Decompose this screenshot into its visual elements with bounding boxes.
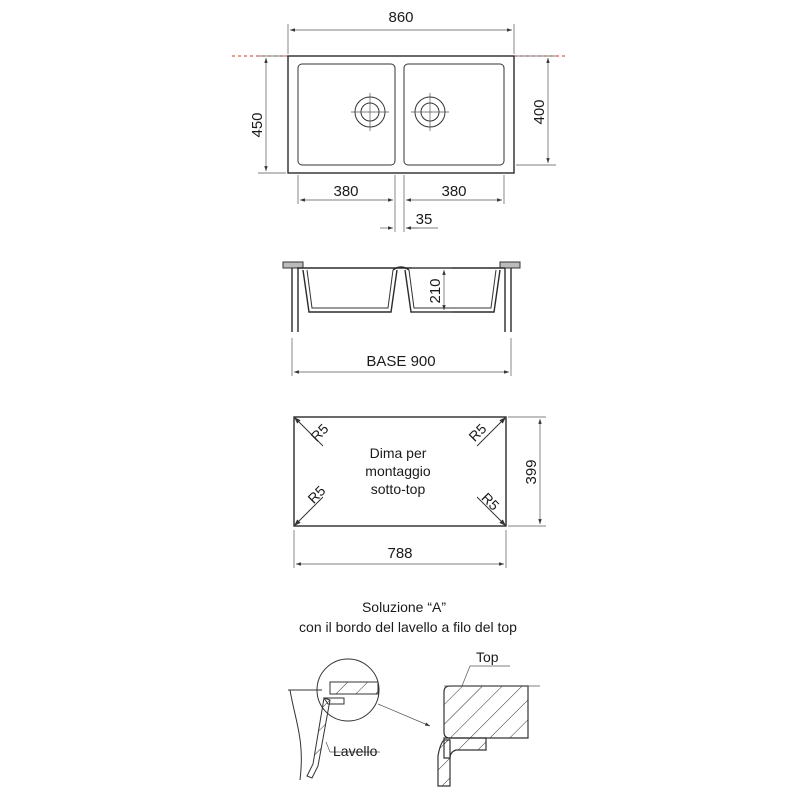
bowl-profile-left [303, 270, 397, 312]
top-view [232, 9, 565, 232]
dim-inner-depth: 400 [531, 99, 548, 125]
cabinet-wall-left [290, 690, 301, 780]
worktop-section [444, 686, 528, 738]
dim-overall-width: 860 [388, 9, 414, 26]
dim-bowl-depth: 210 [427, 278, 444, 304]
dim-overall-depth: 450 [249, 112, 266, 138]
detail-arrow [378, 704, 430, 726]
dim-divider: 35 [415, 211, 433, 228]
bowl-profile-right-inner [409, 270, 496, 308]
detail-subtitle: con il bordo del lavello a filo del top [299, 619, 517, 635]
template-caption-line-3: sotto-top [370, 481, 426, 497]
detail-title: Soluzione “A” [361, 599, 447, 615]
radius-br: R5 [478, 489, 503, 514]
detail-section [288, 599, 540, 786]
sink-wall-small [307, 698, 330, 778]
dim-template-height: 399 [523, 459, 540, 485]
sink-outline [288, 56, 514, 173]
radius-tr: R5 [465, 420, 490, 445]
dim-bowl-right: 380 [441, 183, 467, 200]
bowl-profile-right [405, 270, 500, 312]
bowl-profile-left-inner [307, 270, 393, 308]
dim-bowl-left: 380 [333, 183, 359, 200]
drain-right-icon [411, 93, 449, 131]
rim-right [500, 262, 520, 268]
drain-left-icon [351, 93, 389, 131]
label-top: Top [476, 649, 499, 665]
bowl-left [298, 64, 395, 165]
label-lavello: Lavello [333, 743, 378, 759]
front-section-view [283, 262, 520, 376]
bowl-right [404, 64, 504, 165]
template-caption-line-2: montaggio [365, 463, 431, 479]
template-view [294, 417, 546, 568]
dim-template-width: 788 [387, 545, 413, 562]
radius-bl: R5 [304, 482, 329, 507]
sink-wall-section [438, 740, 450, 786]
rim-left [283, 262, 303, 268]
template-caption-line-1: Dima per [369, 445, 427, 461]
radius-tl: R5 [307, 420, 332, 445]
dim-base: BASE 900 [366, 353, 436, 370]
